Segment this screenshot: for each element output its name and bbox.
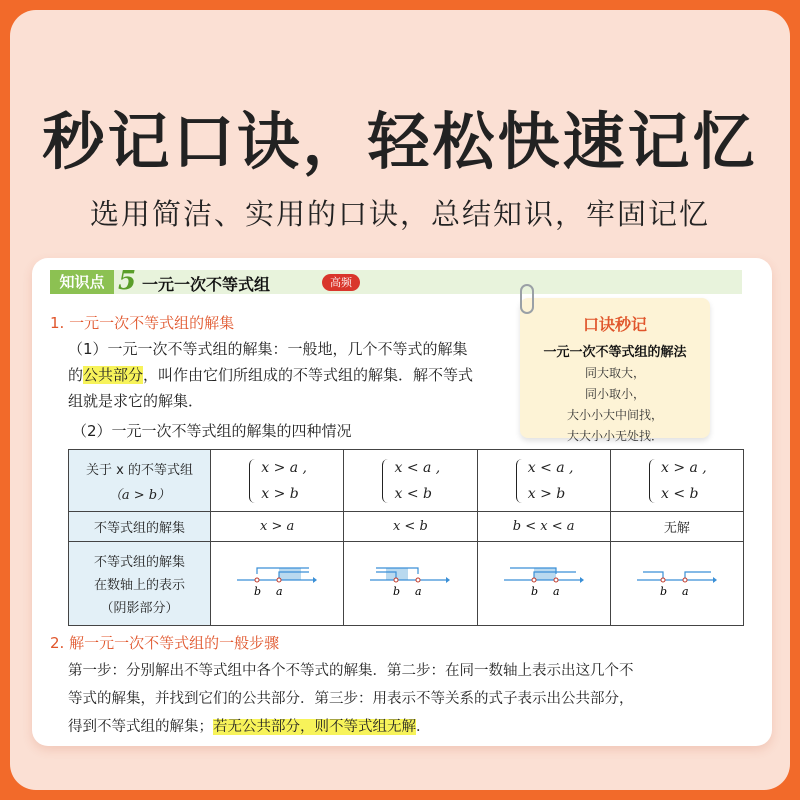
section1-title: 1. 一元一次不等式组的解集 bbox=[50, 314, 235, 332]
axis-label-b: b bbox=[393, 584, 401, 598]
system-line: x < a , bbox=[394, 459, 441, 476]
text-fragment: ． bbox=[416, 719, 431, 735]
point-b bbox=[255, 578, 259, 582]
number-line-cell bbox=[344, 542, 477, 626]
table-row-solutions bbox=[69, 512, 744, 542]
number-line-diagram bbox=[637, 562, 717, 602]
number-line-cell bbox=[211, 542, 344, 626]
number-line-diagram bbox=[504, 562, 584, 602]
label-line: 在数轴上的表示 bbox=[93, 578, 185, 593]
point-b bbox=[661, 578, 665, 582]
point-a bbox=[416, 578, 420, 582]
section1-para1-line2 bbox=[68, 362, 473, 388]
axis-arrow-icon bbox=[713, 577, 717, 583]
system-cell bbox=[211, 450, 344, 512]
section1-para1-line3: 组就是求它的解集． bbox=[68, 392, 204, 410]
headline: 秒记口诀，轻松快速记忆 bbox=[42, 105, 758, 178]
system-brace bbox=[647, 455, 707, 507]
system-cell bbox=[610, 450, 743, 512]
shade-region bbox=[279, 568, 301, 580]
solution-cell: x < b bbox=[344, 512, 477, 542]
topic-tag: 知识点 bbox=[50, 270, 114, 294]
paperclip-icon bbox=[520, 284, 534, 314]
highlight-no-solution: 若无公共部分，则不等式组无解 bbox=[213, 719, 416, 735]
axis-arrow-icon bbox=[580, 577, 584, 583]
memo-subtitle: 一元一次不等式组的解法 bbox=[543, 345, 687, 360]
number-line-diagram bbox=[370, 562, 450, 602]
number-line-cell bbox=[477, 542, 610, 626]
section2-title: 2. 解一元一次不等式组的一般步骤 bbox=[50, 634, 280, 652]
point-a bbox=[277, 578, 281, 582]
memo-line: 同大取大， bbox=[584, 366, 645, 380]
label-line: 关于 x 的不等式组 bbox=[86, 462, 193, 478]
section2-line3 bbox=[68, 714, 431, 740]
point-a bbox=[683, 578, 687, 582]
topic-bar bbox=[50, 266, 742, 296]
section2-line2: 等式的解集，并找到它们的公共部分．第三步：用表示不等关系的式子表示出公共部分， bbox=[68, 691, 634, 707]
range-line bbox=[685, 572, 711, 580]
table-row-number-lines bbox=[69, 542, 744, 626]
subheadline: 选用简洁、实用的口诀，总结知识，牢固记忆 bbox=[89, 197, 710, 231]
section2-line1: 第一步：分别解出不等式组中各个不等式的解集．第二步：在同一数轴上表示出这几个不 bbox=[68, 663, 634, 679]
solution-cell: x > a bbox=[211, 512, 344, 542]
point-b bbox=[394, 578, 398, 582]
topic-number: 5 bbox=[118, 266, 137, 296]
axis-label-a: a bbox=[276, 584, 283, 598]
row-label-systems bbox=[69, 450, 211, 512]
topic-title: 一元一次不等式组 bbox=[142, 275, 271, 294]
label-line: （a > b） bbox=[108, 487, 171, 503]
range-line bbox=[643, 572, 663, 580]
section1-para2: （2）一元一次不等式组的解集的四种情况 bbox=[72, 422, 352, 440]
row-label-solution: 不等式组的解集 bbox=[69, 512, 211, 542]
point-a bbox=[554, 578, 558, 582]
axis-label-b: b bbox=[530, 584, 538, 598]
system-line: x > b bbox=[261, 485, 299, 502]
memo-line: 大小小大中间找， bbox=[566, 408, 663, 422]
memo-line: 同小取小， bbox=[584, 387, 645, 401]
system-line: x > a , bbox=[660, 459, 707, 476]
axis-label-a: a bbox=[681, 584, 689, 598]
memo-title: 口诀秒记 bbox=[582, 315, 647, 334]
system-line: x < b bbox=[660, 485, 699, 502]
system-brace bbox=[514, 455, 574, 507]
section1-para1-line1: （1）一元一次不等式组的解集：一般地，几个不等式的解集 bbox=[68, 340, 468, 358]
memo-card bbox=[520, 298, 710, 443]
solution-cell: b < x < a bbox=[477, 512, 610, 542]
axis-label-a: a bbox=[415, 584, 422, 598]
table-row-systems bbox=[69, 450, 744, 512]
axis-arrow-icon bbox=[313, 577, 317, 583]
content-card bbox=[32, 258, 772, 746]
text-fragment: 得到不等式组的解集； bbox=[68, 719, 213, 735]
text-fragment: ，叫作由它们所组成的不等式组的解集．解不等式 bbox=[143, 366, 474, 384]
number-line-cell bbox=[610, 542, 743, 626]
text-fragment: 的 bbox=[68, 366, 84, 384]
memo-line: 大大小小无处找． bbox=[566, 429, 663, 443]
system-cell bbox=[477, 450, 610, 512]
highlight-common-part: 公共部分 bbox=[83, 366, 144, 384]
system-brace bbox=[247, 455, 307, 507]
axis-label-a: a bbox=[552, 584, 560, 598]
system-line: x > b bbox=[527, 485, 566, 502]
system-line: x < a , bbox=[527, 459, 574, 476]
system-line: x > a , bbox=[261, 459, 308, 476]
number-line-diagram bbox=[237, 562, 317, 602]
axis-label-b: b bbox=[254, 584, 262, 598]
label-line: 不等式组的解集 bbox=[93, 555, 185, 570]
system-cell bbox=[344, 450, 477, 512]
system-brace bbox=[380, 455, 440, 507]
label-line: （阴影部分） bbox=[100, 601, 179, 616]
axis-arrow-icon bbox=[446, 577, 450, 583]
system-line: x < b bbox=[394, 485, 432, 502]
solution-cell: 无解 bbox=[610, 512, 743, 542]
point-b bbox=[532, 578, 536, 582]
inequality-table bbox=[68, 449, 744, 626]
shade-region bbox=[534, 568, 556, 580]
row-label-number-line bbox=[69, 542, 211, 626]
axis-label-b: b bbox=[659, 584, 667, 598]
frequency-badge: 高频 bbox=[322, 274, 360, 291]
